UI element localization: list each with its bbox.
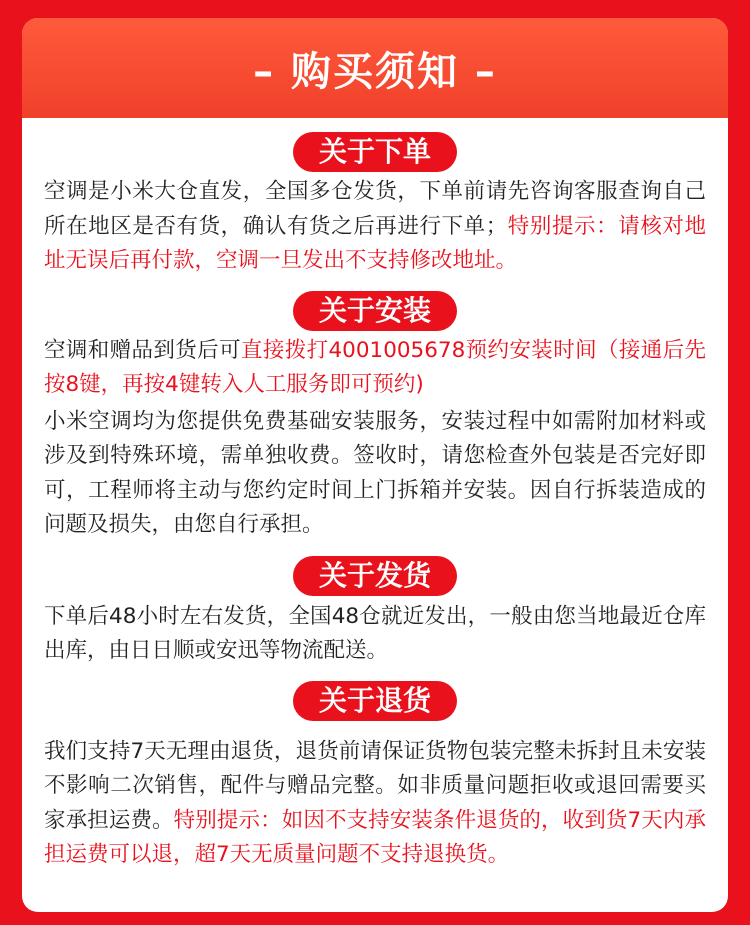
order-text: 空调是小米大仓直发，全国多仓发货，下单前请先咨询客服查询自己所在地区是否有货，确认有货之后再进行下单；: [44, 179, 706, 239]
section-title-shipping: 关于发货: [293, 556, 457, 596]
section-shipping: [22, 556, 728, 669]
notice-card: [22, 18, 728, 912]
section-title-install: 关于安装: [293, 291, 457, 331]
section-install-booking: [22, 334, 728, 403]
section-install-service: [22, 405, 728, 543]
order-warning: 特别提示：请核对地址无误后再付款，空调一旦发出不支持修改地址。: [44, 213, 706, 273]
install-service-text: 小米空调均为您提供免费基础安装服务，安装过程中如需附加材料或涉及到特殊环境，需单独收费。签收时，请您检查外包装是否完好即可，工程师将主动与您约定时间上门拆箱并安装。因自行拆装造成的问题及损失，由您自行承担。: [44, 408, 706, 537]
section-title-returns: 关于退货: [293, 681, 457, 721]
returns-text: 我们支持7天无理由退货，退货前请保证货物包装完整未拆封且未安装不影响二次销售，配件与赠品完整。如非质量问题拒收或退回需要买家承担运费。: [44, 738, 706, 833]
section-returns: [22, 681, 728, 873]
header-banner: [22, 18, 728, 118]
section-shipping-text: [22, 600, 728, 669]
install-hotline-text: 直接拨打4001005678预约安装时间（接通后先按8键，再按4键转入人工服务即可预约): [44, 337, 706, 397]
section-install: [22, 291, 728, 543]
returns-warning: 特别提示：如因不支持安装条件退货的，收到货7天内承担运费可以退，超7天无质量问题不支持退换货。: [44, 807, 706, 867]
install-intro-text: 空调和赠品到货后可: [44, 337, 241, 363]
shipping-text: 下单后48小时左右发货，全国48仓就近发出，一般由您当地最近仓库出库，由日日顺或安迅等物流配送。: [44, 603, 706, 663]
section-order: [22, 132, 728, 279]
section-returns-text: [22, 735, 728, 873]
section-order-text: [22, 175, 728, 279]
section-title-order: 关于下单: [293, 132, 457, 172]
page-title: – 购买须知 –: [253, 48, 497, 95]
